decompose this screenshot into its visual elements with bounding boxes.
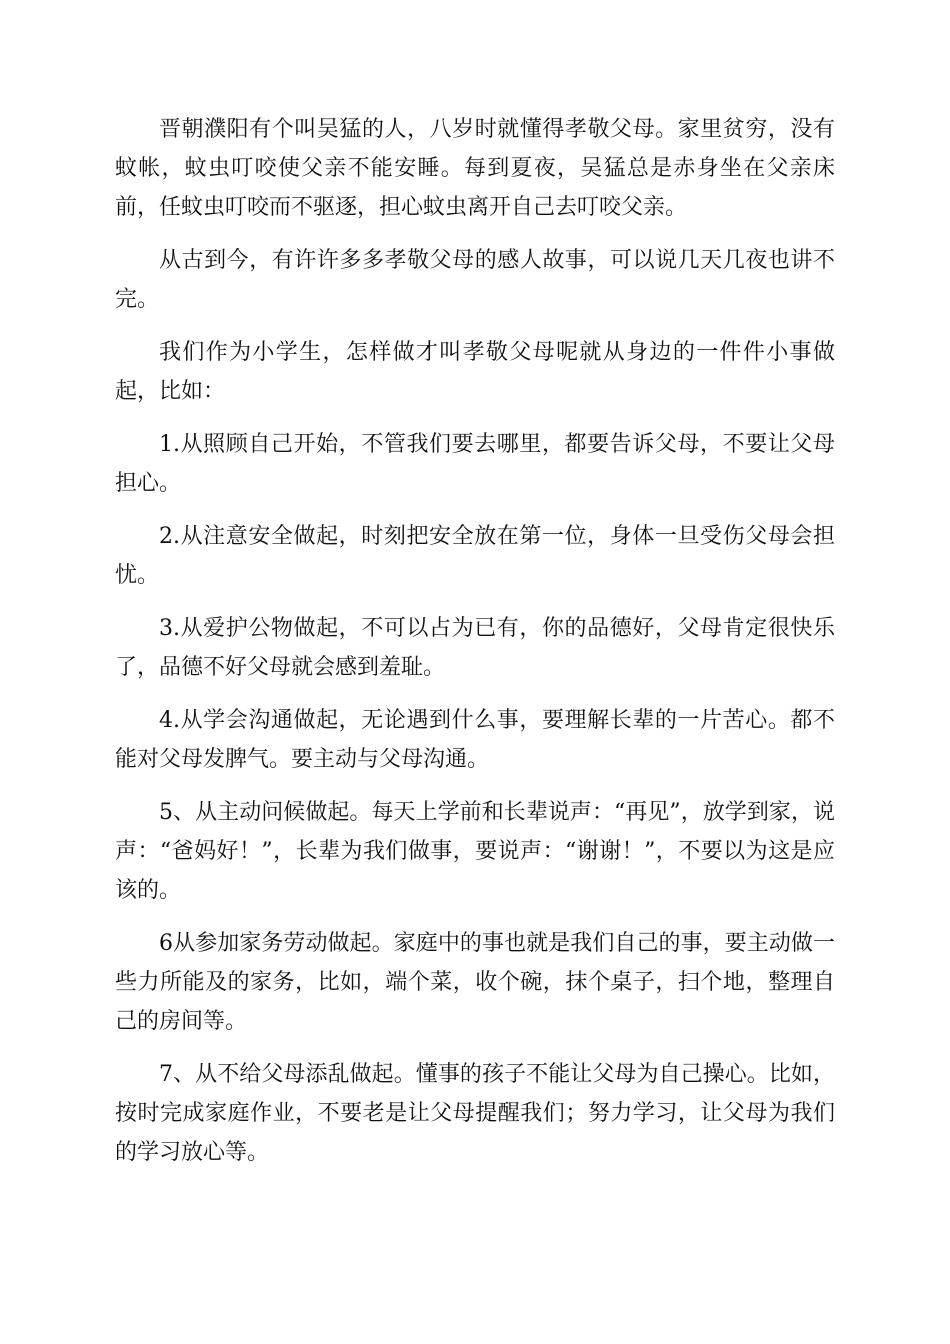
document-body — [115, 110, 835, 1186]
paragraph-intro-small-things: 我们作为小学生，怎样做才叫孝敬父母呢就从身边的一件件小事做起，比如： — [115, 340, 835, 404]
paragraph-wu-meng-story: 晋朝濮阳有个叫吴猛的人，八岁时就懂得孝敬父母。家里贫穷，没有蚊帐，蚊虫叮咬使父亲不能安睡。每到夏夜，吴猛总是赤身坐在父亲床前，任蚊虫叮咬而不驱逐，担心蚊虫离开自己去叮咬父亲。 — [115, 117, 835, 220]
paragraph-item-5: 5、从主动问候做起。每天上学前和长辈说声：“再见”，放学到家，说声：“爸妈好！”，长辈为我们做事，要说声：“谢谢！”，不要以为这是应该的。 — [115, 800, 835, 903]
paragraph-item-2: 2.从注意安全做起，时刻把安全放在第一位，身体一旦受伤父母会担忧。 — [115, 524, 835, 588]
paragraph-item-4: 4.从学会沟通做起，无论遇到什么事，要理解长辈的一片苦心。都不能对父母发脾气。要主动与父母沟通。 — [115, 708, 835, 772]
paragraph-item-3: 3.从爱护公物做起，不可以占为已有，你的品德好，父母肯定很快乐了，品德不好父母就会感到羞耻。 — [115, 616, 835, 680]
paragraph-item-1: 1.从照顾自己开始，不管我们要去哪里，都要告诉父母，不要让父母担心。 — [115, 432, 835, 496]
paragraph-filial-stories: 从古到今，有许许多多孝敬父母的感人故事，可以说几天几夜也讲不完。 — [115, 248, 835, 312]
paragraph-item-7: 7、从不给父母添乱做起。懂事的孩子不能让父母为自己操心。比如，按时完成家庭作业，不要老是让父母提醒我们；努力学习，让父母为我们的学习放心等。 — [115, 1062, 835, 1165]
paragraph-item-6: 6从参加家务劳动做起。家庭中的事也就是我们自己的事，要主动做一些力所能及的家务，比如，端个菜，收个碗，抹个桌子，扫个地，整理自己的房间等。 — [115, 931, 835, 1034]
